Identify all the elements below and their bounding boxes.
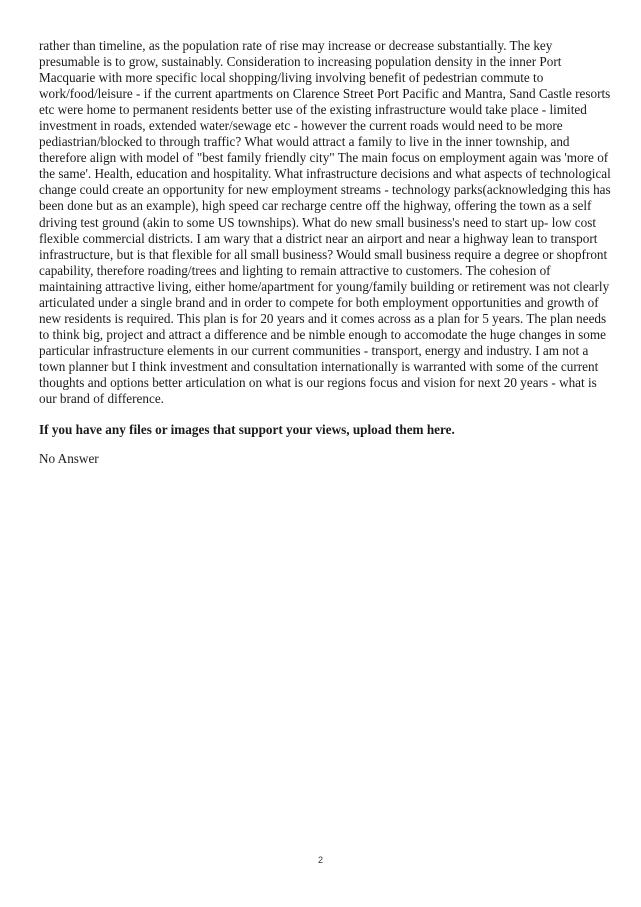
upload-question-heading: If you have any files or images that support your views, upload them here.	[39, 422, 455, 438]
page-number: 2	[317, 855, 323, 865]
document-content	[39, 38, 631, 467]
upload-answer-text: No Answer	[39, 451, 99, 467]
response-body-text: rather than timeline, as the population rate of rise may increase or decrease substantially. The key presumable is to grow, sustainably. Consideration to increasing population density in the inner Port Macquarie with more specific local shopping/living involving benefit of pedestrian commute to work/food/leisure - if the current apartments on Clarence Street Port Pacific and Mantra, Sand Castle resorts etc were home to permanent residents better use of the existing infrastructure would take place - limited investment in roads, extended water/sewage etc - however the current roads would need to be more pediastrian/blocked to through traffic? What would attract a family to live in the inner township, and therefore align with model of "best family friendly city" The main focus on employment again was 'more of the same'. Health, education and hospitality. What infrastructure decisions and what aspects of technological change could create an opportunity for new employment streams - technology parks(acknowledging this has been done but as an example), high speed car recharge centre off the highway, offering the town as a self driving test ground (akin to some US townships). What do new small business's need to start up- low cost flexible commercial districts. I am wary that a district near an airport and near a highway lean to transport infrastructure, but is that flexible for all small business? Would small business require a degree or shopfront capability, therefore roading/trees and lighting to remain attractive to customers. The cohesion of maintaining attractive living, either home/apartment for young/family building or retirement was not clearly articulated under a single brand and in order to compete for both employment opportunities and growth of new residents is required. This plan is for 20 years and it comes across as a plan for 5 years. The plan needs to think big, project and attract a difference and be nimble enough to accomodate the huge changes in some particular infrastructure elements in our current communities - transport, energy and industry. I am not a town planner but I think investment and consultation internationally is warranted with some of the current thoughts and options better articulation on what is our regions focus and vision for next 20 years - what is our brand of difference.	[39, 38, 611, 407]
